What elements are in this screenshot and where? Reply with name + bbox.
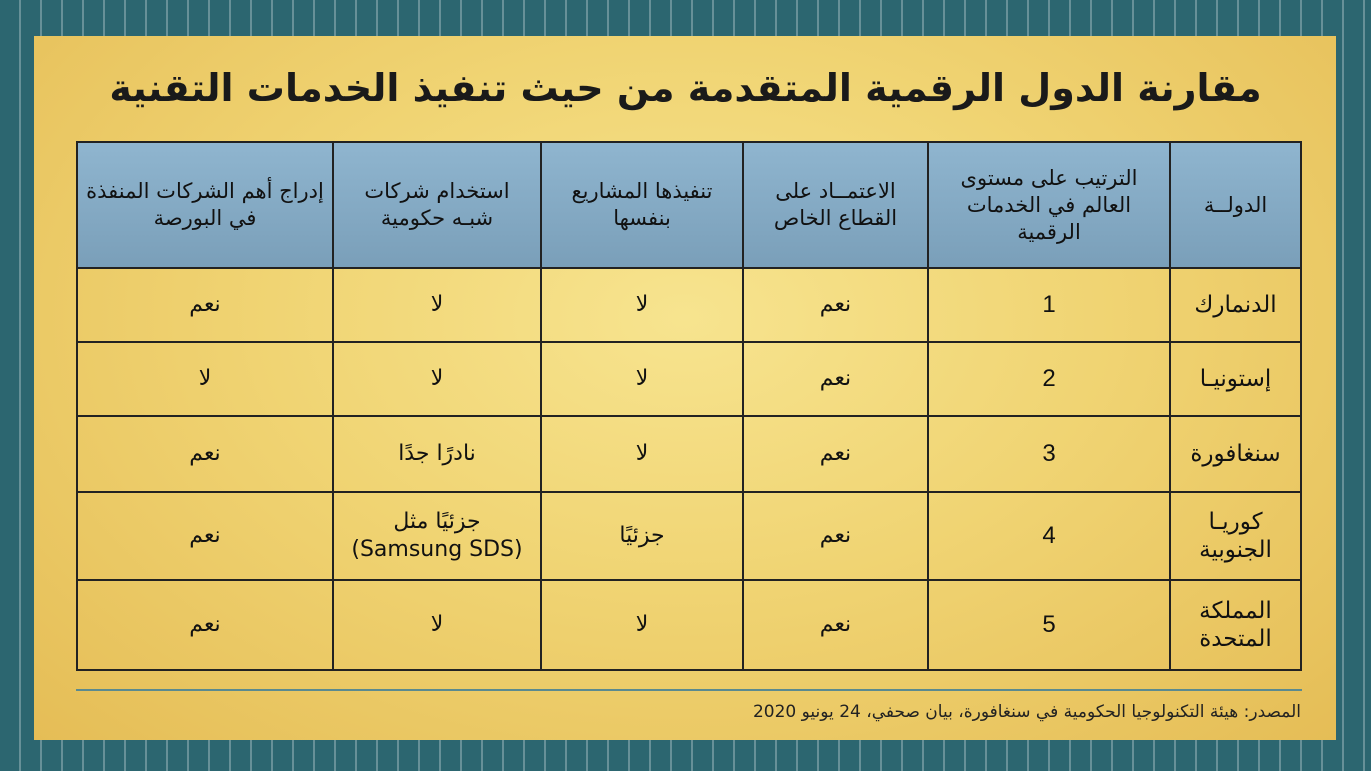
header-semi-government: استخدام شركات شبـه حكومية — [333, 142, 541, 268]
table-header-row — [77, 142, 1301, 268]
page-title: مقارنة الدول الرقمية المتقدمة من حيث تنفيذ الخدمات التقنية — [109, 66, 1262, 110]
semi-government-cell: لا — [333, 268, 541, 342]
stock-listing-cell: نعم — [77, 268, 333, 342]
semi-government-cell: نادرًا جدًا — [333, 416, 541, 492]
self-implementation-cell: لا — [541, 342, 743, 416]
table-row — [77, 492, 1301, 580]
country-cell: إستونيـا — [1170, 342, 1301, 416]
header-stock-listing: إدراج أهم الشركات المنفذة في البورصة — [77, 142, 333, 268]
rank-cell: 4 — [928, 492, 1170, 580]
self-implementation-cell: لا — [541, 268, 743, 342]
country-cell: المملكة المتحدة — [1170, 580, 1301, 670]
semi-government-cell: لا — [333, 580, 541, 670]
comparison-table — [76, 141, 1302, 671]
table-row — [77, 580, 1301, 670]
private-sector-cell: نعم — [743, 416, 928, 492]
table-row — [77, 416, 1301, 492]
semi-government-cell: جزئيًا مثل (Samsung SDS) — [333, 492, 541, 580]
stock-listing-cell: لا — [77, 342, 333, 416]
rank-cell: 5 — [928, 580, 1170, 670]
table-row — [77, 342, 1301, 416]
header-self-implementation: تنفيذها المشاريع بنفسها — [541, 142, 743, 268]
source-note: المصدر: هيئة التكنولوجيا الحكومية في سنغافورة، بيان صحفي، 24 يونيو 2020 — [752, 702, 1301, 722]
self-implementation-cell: جزئيًا — [541, 492, 743, 580]
private-sector-cell: نعم — [743, 342, 928, 416]
stock-listing-cell: نعم — [77, 416, 333, 492]
rank-cell: 2 — [928, 342, 1170, 416]
rank-cell: 1 — [928, 268, 1170, 342]
rank-cell: 3 — [928, 416, 1170, 492]
header-private-sector: الاعتمــاد على القطاع الخاص — [743, 142, 928, 268]
header-world-rank: الترتيب على مستوى العالم في الخدمات الرقمية — [928, 142, 1170, 268]
table-row — [77, 268, 1301, 342]
country-cell: سنغافورة — [1170, 416, 1301, 492]
private-sector-cell: نعم — [743, 268, 928, 342]
stock-listing-cell: نعم — [77, 580, 333, 670]
header-country: الدولــة — [1170, 142, 1301, 268]
divider-line — [76, 689, 1302, 691]
private-sector-cell: نعم — [743, 492, 928, 580]
country-cell: كوريـا الجنوبية — [1170, 492, 1301, 580]
private-sector-cell: نعم — [743, 580, 928, 670]
semi-government-cell: لا — [333, 342, 541, 416]
country-cell: الدنمارك — [1170, 268, 1301, 342]
self-implementation-cell: لا — [541, 580, 743, 670]
stock-listing-cell: نعم — [77, 492, 333, 580]
self-implementation-cell: لا — [541, 416, 743, 492]
